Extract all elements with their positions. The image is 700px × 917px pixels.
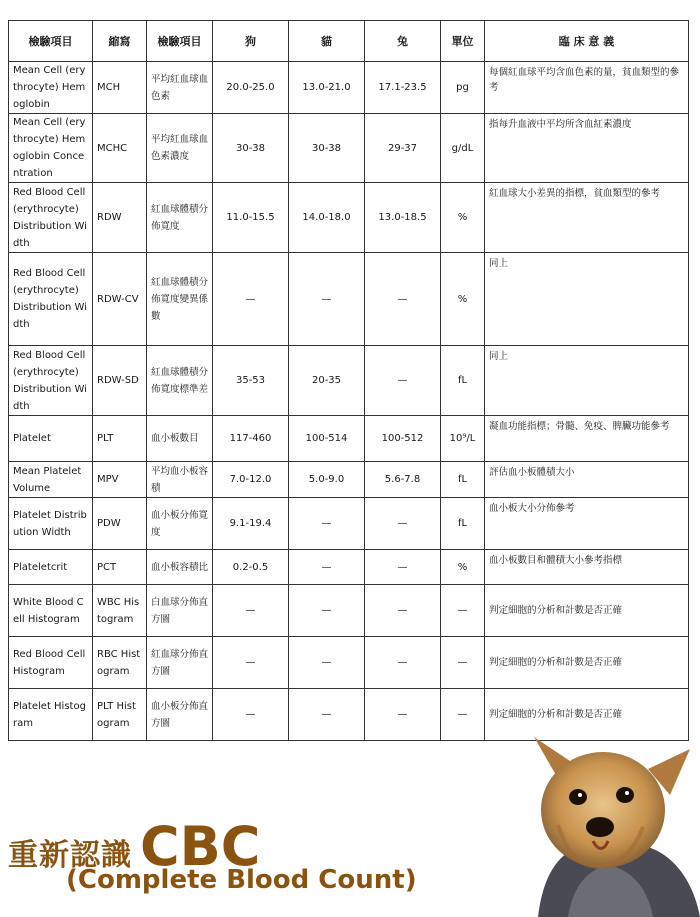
header-rabbit: 兔 [365,21,441,62]
table-row [9,253,689,346]
row-rabbit-range: 100-512 [365,416,441,462]
row-dog-range: 20.0-25.0 [213,62,289,114]
row-cn-name: 紅血球體積分佈寬度變異係數 [147,253,213,346]
row-significance: 每個紅血球平均含血色素的量，貧血類型的參考 [485,62,689,114]
row-dog-range: — [213,253,289,346]
row-rabbit-range: — [365,585,441,637]
row-rabbit-range: — [365,253,441,346]
row-rabbit-range: — [365,346,441,416]
table-row [9,550,689,585]
table-row [9,114,689,183]
row-cn-name: 紅血球體積分佈寬度標準差 [147,346,213,416]
row-cn-name: 紅血球分佈直方圖 [147,637,213,689]
table-row [9,585,689,637]
row-abbr: RDW-CV [93,253,147,346]
row-significance: 判定細胞的分析和計數是否正確 [485,689,689,741]
row-dog-range: — [213,585,289,637]
table-row [9,462,689,498]
row-rabbit-range: — [365,689,441,741]
poster-subtitle: (Complete Blood Count) [66,865,417,895]
row-significance: 評估血小板體積大小 [485,462,689,498]
table-row [9,416,689,462]
row-rabbit-range: — [365,498,441,550]
row-name: Plateletcrit [9,550,93,585]
table-row [9,498,689,550]
row-unit: % [441,253,485,346]
row-abbr: MCHC [93,114,147,183]
row-abbr: RDW-SD [93,346,147,416]
header-abbreviation: 縮寫 [93,21,147,62]
row-abbr: PLT [93,416,147,462]
row-name: Platelet [9,416,93,462]
row-abbr: MCH [93,62,147,114]
row-dog-range: 11.0-15.5 [213,183,289,253]
row-dog-range: 117-460 [213,416,289,462]
row-cat-range: — [289,498,365,550]
row-name: Red Blood Cell Histogram [9,637,93,689]
row-rabbit-range: 5.6-7.8 [365,462,441,498]
row-cat-range: 100-514 [289,416,365,462]
row-unit: g/dL [441,114,485,183]
row-cn-name: 血小板數目 [147,416,213,462]
row-rabbit-range: 17.1-23.5 [365,62,441,114]
row-unit: fL [441,498,485,550]
row-cat-range: — [289,550,365,585]
cbc-reference-table [8,20,689,741]
row-unit: — [441,637,485,689]
row-cn-name: 白血球分佈直方圖 [147,585,213,637]
row-cn-name: 平均紅血球血色素 [147,62,213,114]
row-cn-name: 紅血球體積分佈寬度 [147,183,213,253]
header-cat: 貓 [289,21,365,62]
header-test-item-zh: 檢驗項目 [147,21,213,62]
row-cn-name: 平均紅血球血色素濃度 [147,114,213,183]
row-significance: 紅血球大小差異的指標，貧血類型的參考 [485,183,689,253]
row-unit: fL [441,346,485,416]
row-significance: 血小板數目和體積大小參考指標 [485,550,689,585]
row-cat-range: — [289,637,365,689]
row-cat-range: 30-38 [289,114,365,183]
row-significance: 同上 [485,346,689,416]
row-name: Platelet Distribution Width [9,498,93,550]
row-name: Red Blood Cell (erythrocyte) Distribution Width [9,346,93,416]
row-cn-name: 血小板分佈寬度 [147,498,213,550]
table-row [9,62,689,114]
header-clinical-significance: 臨 床 意 義 [485,21,689,62]
yorkshire-terrier-photo [498,735,700,917]
row-significance: 同上 [485,253,689,346]
poster-title-cbc: CBC [140,815,261,878]
row-rabbit-range: 13.0-18.5 [365,183,441,253]
row-cat-range: — [289,253,365,346]
poster-title-zh: 重新認識 [8,838,132,873]
row-significance: 判定細胞的分析和計數是否正確 [485,637,689,689]
row-significance: 判定細胞的分析和計數是否正確 [485,585,689,637]
row-cat-range: 14.0-18.0 [289,183,365,253]
row-unit: 10⁹/L [441,416,485,462]
header-dog: 狗 [213,21,289,62]
row-dog-range: 9.1-19.4 [213,498,289,550]
row-name: Mean Cell (erythrocyte) Hemoglobin Concentration [9,114,93,183]
table-row [9,637,689,689]
row-rabbit-range: 29-37 [365,114,441,183]
row-cat-range: — [289,689,365,741]
row-name: Platelet Histogram [9,689,93,741]
row-unit: % [441,550,485,585]
row-significance: 凝血功能指標；骨髓、免疫、脾臟功能參考 [485,416,689,462]
row-abbr: PLT Histogram [93,689,147,741]
row-cat-range: 20-35 [289,346,365,416]
row-abbr: PCT [93,550,147,585]
row-significance: 指每升血液中平均所含血紅素濃度 [485,114,689,183]
row-significance: 血小板大小分佈參考 [485,498,689,550]
row-cn-name: 血小板容積比 [147,550,213,585]
row-name: Red Blood Cell (erythrocyte) Distribution Width [9,253,93,346]
row-cat-range: — [289,585,365,637]
row-dog-range: — [213,637,289,689]
row-dog-range: 0.2-0.5 [213,550,289,585]
row-abbr: MPV [93,462,147,498]
header-test-item-en: 檢驗項目 [9,21,93,62]
row-abbr: PDW [93,498,147,550]
row-name: Mean Cell (erythrocyte) Hemoglobin [9,62,93,114]
row-abbr: RBC Histogram [93,637,147,689]
row-cn-name: 平均血小板容積 [147,462,213,498]
row-abbr: RDW [93,183,147,253]
row-cn-name: 血小板分佈直方圖 [147,689,213,741]
row-name: White Blood Cell Histogram [9,585,93,637]
row-unit: % [441,183,485,253]
row-rabbit-range: — [365,637,441,689]
row-name: Mean Platelet Volume [9,462,93,498]
row-cat-range: 5.0-9.0 [289,462,365,498]
row-cat-range: 13.0-21.0 [289,62,365,114]
row-dog-range: 7.0-12.0 [213,462,289,498]
row-dog-range: 30-38 [213,114,289,183]
table-row [9,183,689,253]
row-unit: — [441,689,485,741]
row-dog-range: 35-53 [213,346,289,416]
table-header-row [9,21,689,62]
row-unit: fL [441,462,485,498]
row-unit: pg [441,62,485,114]
row-unit: — [441,585,485,637]
row-name: Red Blood Cell (erythrocyte) Distribution Width [9,183,93,253]
table-row [9,346,689,416]
row-dog-range: — [213,689,289,741]
header-unit: 單位 [441,21,485,62]
table-row [9,689,689,741]
row-rabbit-range: — [365,550,441,585]
row-abbr: WBC Histogram [93,585,147,637]
